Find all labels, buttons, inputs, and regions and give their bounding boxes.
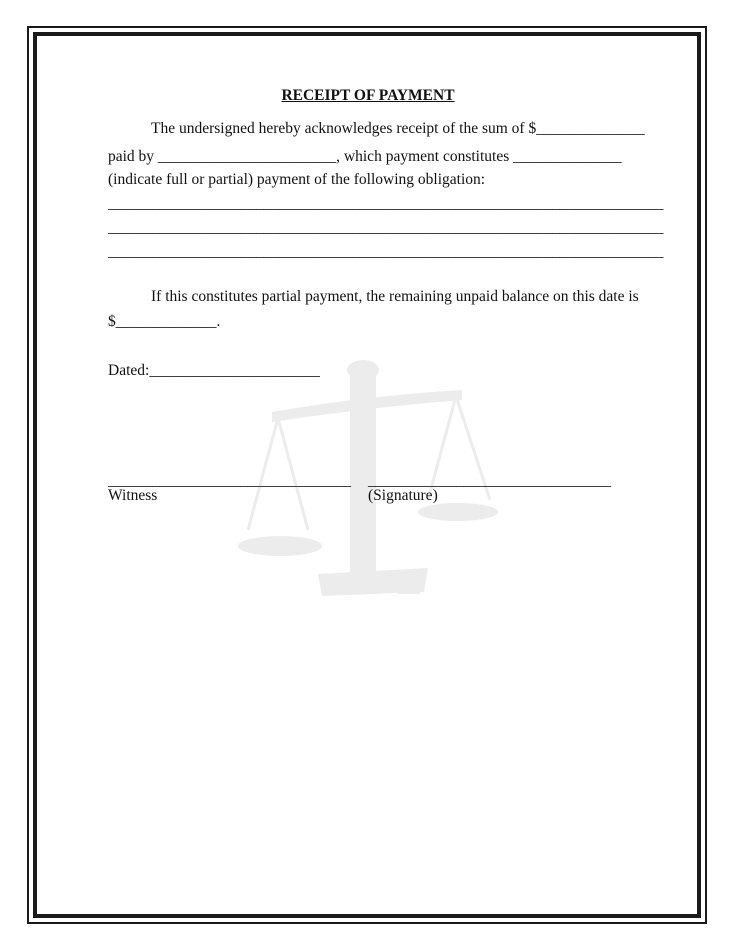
obligation-blank-line-2: ___________________________________________________________________________ [108, 219, 664, 236]
dated-field: Dated:______________________ [108, 362, 320, 379]
witness-label: Witness [108, 487, 158, 504]
acknowledgement-line-1: The undersigned hereby acknowledges receipt of the sum of $______________ [151, 120, 645, 137]
partial-payment-line-1: If this constitutes partial payment, the remaining unpaid balance on this date is [151, 288, 639, 305]
witness-signature-line: _________________________________ [108, 472, 351, 489]
obligation-blank-line-1: ___________________________________________________________________________ [108, 195, 664, 212]
signature-label: (Signature) [368, 487, 438, 504]
acknowledgement-line-2: paid by _______________________, which payment constitutes ______________ [108, 148, 622, 165]
partial-payment-line-2: $_____________. [108, 313, 221, 330]
acknowledgement-line-3: (indicate full or partial) payment of the following obligation: [108, 171, 486, 188]
signature-line: _________________________________ [368, 472, 611, 489]
document-title: RECEIPT OF PAYMENT [281, 87, 455, 104]
obligation-blank-line-3: ___________________________________________________________________________ [108, 243, 664, 260]
